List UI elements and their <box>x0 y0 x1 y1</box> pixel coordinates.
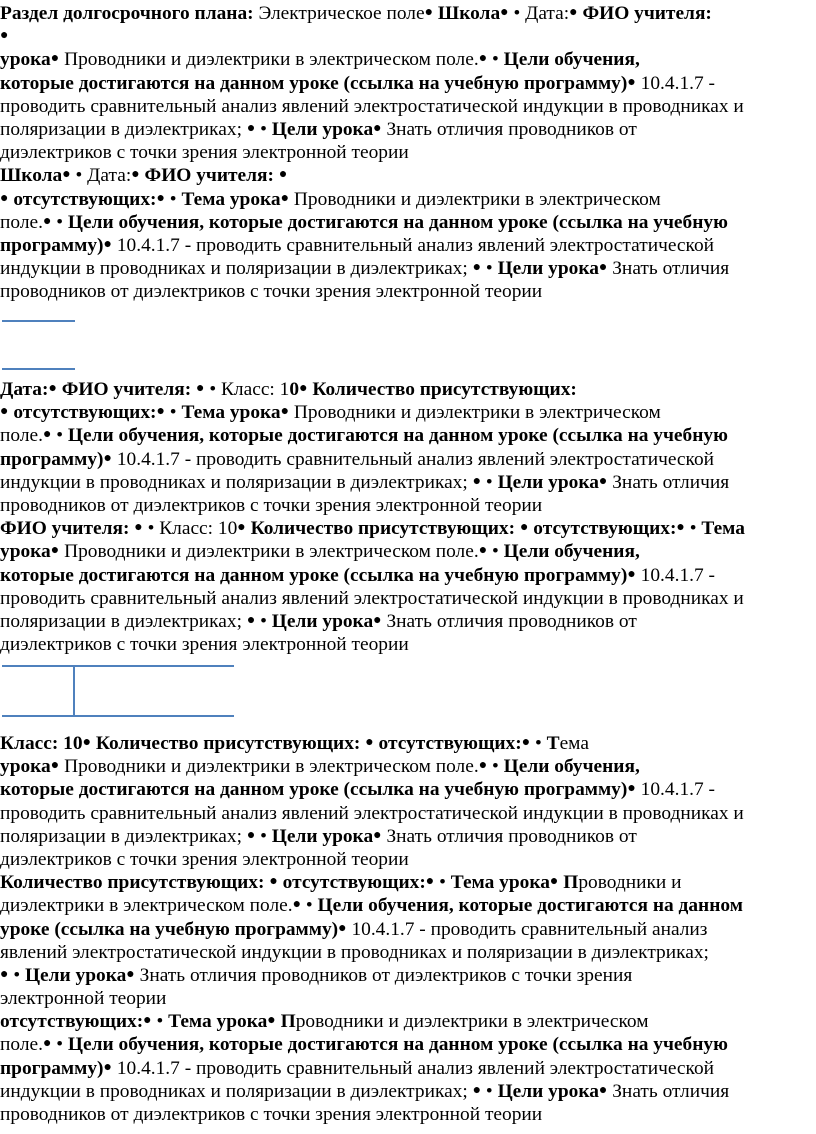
bullet-icon: ● <box>143 1013 152 1029</box>
text-run: • <box>51 211 68 233</box>
bullet-icon: ● <box>598 260 608 276</box>
text-run: поляризации в диэлектриках; <box>0 825 247 847</box>
bold-text: Цели урока <box>271 825 374 847</box>
text-run: поле. <box>0 425 43 447</box>
bullet-icon: ● <box>237 520 246 536</box>
bullet-icon: ● <box>131 167 140 183</box>
text-run: Электрическое поле <box>253 3 425 24</box>
text-run: 10.4.1.7 - <box>635 564 715 586</box>
text-line <box>0 871 812 894</box>
bold-text: П <box>275 1011 296 1033</box>
bullet-icon: ● <box>103 450 112 466</box>
text-run: Проводники и диэлектрики в электрическом поле. <box>59 49 479 71</box>
text-line <box>0 48 812 71</box>
text-line <box>0 540 812 563</box>
text-run: 10.4.1.7 - <box>635 779 715 801</box>
bullet-icon: ● <box>549 874 559 890</box>
bullet-icon: ● <box>598 473 608 489</box>
text-run: Знать отличия <box>607 471 730 493</box>
bullet-icon: ● <box>48 381 57 396</box>
bullet-icon: ● <box>267 1013 276 1029</box>
bullet-icon: ● <box>0 190 9 206</box>
text-run: • <box>51 425 68 447</box>
bullet-icon: ● <box>424 5 434 20</box>
bold-text: программу) <box>0 234 104 256</box>
text-line <box>0 118 812 141</box>
bullet-icon: ● <box>478 758 488 774</box>
text-line <box>0 72 812 95</box>
text-line <box>0 494 812 517</box>
bullet-icon: ● <box>519 520 529 536</box>
bold-text: Цели обучения, которые достигаются на данном уроке (ссылка на учебную <box>67 425 728 447</box>
bold-text: отсутствующих: <box>373 733 522 754</box>
text-run: • <box>481 258 498 280</box>
bold-text: Раздел долгосрочного плана: <box>0 3 254 24</box>
bullet-icon: ● <box>50 758 60 774</box>
text-line <box>0 257 812 280</box>
text-run: Проводники и диэлектрики в электрическом <box>289 402 661 424</box>
bold-text: Цели урока <box>497 1080 599 1102</box>
bold-text: отсутствующих: <box>528 518 677 540</box>
bold-text: Цели обучения, <box>503 49 640 71</box>
text-run: • <box>8 964 25 986</box>
text-run: Знать отличия проводников от <box>381 825 637 847</box>
bullet-icon: ● <box>246 612 256 628</box>
bullet-icon: ● <box>126 966 135 982</box>
bullet-icon: ● <box>373 612 382 628</box>
divider-line <box>2 665 234 667</box>
text-run: • <box>164 188 182 210</box>
bold-text: которые достигаются на данном уроке (ссылка на учебную программу) <box>0 779 628 801</box>
bullet-icon: ● <box>246 827 256 843</box>
bold-text: ФИО учителя: <box>139 165 279 187</box>
bold-text: Количество присутствующих: <box>91 733 366 754</box>
text-line <box>0 894 812 917</box>
bullet-icon: ● <box>425 874 435 890</box>
text-run: 10.4.1.7 - проводить сравнительный анализ явлений электростатической <box>111 1057 715 1079</box>
bullet-icon: ● <box>42 1036 52 1052</box>
bold-text: Тема урока <box>181 402 281 424</box>
bullet-icon: ● <box>373 120 382 136</box>
text-line <box>0 1033 812 1056</box>
text-line <box>0 610 812 633</box>
text-run: • Класс: 10 <box>142 518 238 540</box>
text-run: • <box>487 541 504 563</box>
text-run: • <box>255 118 272 140</box>
text-run: • <box>487 49 504 71</box>
text-run: • <box>481 1080 498 1102</box>
bullet-icon: ● <box>478 543 488 559</box>
bold-text: Количество присутствующих: <box>307 379 577 400</box>
bullet-icon: ● <box>42 427 52 443</box>
bullet-icon: ● <box>0 966 9 982</box>
text-run: • Класс: 1 <box>204 379 290 400</box>
text-run: • <box>164 402 182 424</box>
bold-text: Цели урока <box>271 118 374 140</box>
plan-fragment-1 <box>0 2 812 303</box>
text-run: 10.4.1.7 - проводить сравнительный анализ <box>346 918 708 940</box>
divider-line <box>2 320 75 322</box>
bullet-icon: ● <box>569 5 578 20</box>
bold-text: Дата: <box>0 379 49 400</box>
bullet-icon: ● <box>280 190 290 206</box>
bold-text: программу) <box>0 1057 104 1079</box>
text-run: диэлектриков с точки зрения электронной теории <box>0 634 409 656</box>
bold-text: Цели урока <box>497 258 599 280</box>
text-run: Знать отличия <box>607 258 730 280</box>
text-run: индукции в проводниках и поляризации в диэлектриках; <box>0 471 473 493</box>
text-line <box>0 802 812 825</box>
bold-text: Тема урока <box>181 188 281 210</box>
text-line <box>0 778 812 801</box>
text-run: Проводники и диэлектрики в электрическом <box>289 188 661 210</box>
bullet-icon: ● <box>365 735 374 750</box>
text-line <box>0 825 812 848</box>
bullet-icon: ● <box>0 404 9 420</box>
bullet-icon: ● <box>627 566 636 582</box>
text-line <box>0 1103 812 1126</box>
bold-text: 0 <box>72 733 83 754</box>
text-run: 10.4.1.7 - <box>635 72 715 94</box>
bullet-icon: ● <box>134 520 143 536</box>
text-line <box>0 424 812 447</box>
text-line <box>0 211 812 234</box>
bold-text: Т <box>546 733 560 754</box>
bold-text: Тема <box>701 518 745 540</box>
bold-text: отсутствующих: <box>0 1011 144 1033</box>
text-run: Знать отличия проводников от диэлектриков с точки зрения <box>134 964 633 986</box>
bold-text: отсутствующих: <box>277 872 426 894</box>
bullet-icon: ● <box>299 381 308 396</box>
text-run: проводников от диэлектриков с точки зрения электронной теории <box>0 281 543 303</box>
text-line <box>0 517 812 540</box>
bold-text: Цели обучения, <box>503 756 640 778</box>
text-run: • <box>255 610 272 632</box>
text-run: роводники и <box>578 872 682 894</box>
bullet-icon: ● <box>478 51 488 67</box>
text-line <box>0 1010 812 1033</box>
bold-text: программу) <box>0 448 104 470</box>
bold-text: Цели урока <box>497 471 599 493</box>
bold-text: Школа <box>0 165 63 187</box>
bold-text: ФИО учителя: <box>577 3 712 24</box>
bold-text: Класс: 1 <box>0 733 73 754</box>
text-run: • <box>151 1011 169 1033</box>
text-line <box>0 918 812 941</box>
text-run: поляризации в диэлектриках; <box>0 118 247 140</box>
text-run: • <box>684 518 702 540</box>
bullet-icon: ● <box>373 827 382 843</box>
bold-text: которые достигаются на данном уроке (ссылка на учебную программу) <box>0 564 628 586</box>
text-line <box>0 1080 812 1103</box>
bold-text: Цели обучения, которые достигаются на данном <box>317 895 743 917</box>
text-run: • Дата: <box>508 3 570 24</box>
bold-text: 0 <box>289 379 300 400</box>
bullet-icon: ● <box>627 781 636 797</box>
text-run: 10.4.1.7 - проводить сравнительный анализ явлений электростатической <box>111 234 715 256</box>
text-line <box>0 964 812 987</box>
text-line <box>0 141 812 164</box>
text-run: проводить сравнительный анализ явлений электростатической индукции в проводниках и <box>0 587 744 609</box>
text-line <box>0 848 812 871</box>
text-run: поляризации в диэлектриках; <box>0 610 247 632</box>
text-line <box>0 95 812 118</box>
text-line <box>0 280 812 303</box>
text-line <box>0 2 812 25</box>
bullet-icon: ● <box>598 1082 608 1098</box>
text-line <box>0 25 812 48</box>
text-run: диэлектрики в электрическом поле. <box>0 895 293 917</box>
bullet-icon: ● <box>292 897 302 913</box>
divider-line <box>2 715 234 717</box>
text-run: роводники и диэлектрики в электрическом <box>295 1011 649 1033</box>
text-line <box>0 188 812 211</box>
text-run: диэлектриков с точки зрения электронной теории <box>0 848 409 870</box>
text-line <box>0 164 812 187</box>
bullet-icon: ● <box>472 1082 482 1098</box>
bullet-icon: ● <box>0 28 9 44</box>
text-run: Знать отличия проводников от <box>381 610 637 632</box>
bold-text: Цели обучения, <box>503 541 640 563</box>
bold-text: ФИО учителя: <box>56 379 197 400</box>
text-line <box>0 755 812 778</box>
bullet-icon: ● <box>521 735 531 750</box>
text-run: • <box>51 1034 68 1056</box>
bold-text: Тема урока <box>450 872 550 894</box>
text-run: Знать отличия проводников от <box>381 118 637 140</box>
divider-line <box>2 368 75 370</box>
text-run: • <box>487 756 504 778</box>
text-line <box>0 1057 812 1080</box>
bullet-icon: ● <box>50 543 60 559</box>
bullet-icon: ● <box>500 5 509 20</box>
bullet-icon: ● <box>472 473 482 489</box>
bold-text: которые достигаются на данном уроке (ссылка на учебную программу) <box>0 72 628 94</box>
bold-text: Цели урока <box>24 964 127 986</box>
bullet-icon: ● <box>196 381 205 396</box>
bold-text: Школа <box>433 3 501 24</box>
text-run: индукции в проводниках и поляризации в диэлектриках; <box>0 1080 473 1102</box>
plan-fragment-3 <box>0 732 812 1126</box>
bold-text: Количество присутствующих: <box>245 518 520 540</box>
text-run: диэлектриков с точки зрения электронной теории <box>0 142 409 164</box>
bold-text: уроке (ссылка на учебную программу) <box>0 918 339 940</box>
text-line <box>0 234 812 257</box>
text-run: Проводники и диэлектрики в электрическом поле. <box>59 541 479 563</box>
bold-text: Тема урока <box>168 1011 268 1033</box>
bullet-icon: ● <box>472 260 482 276</box>
bold-text: ФИО учителя: <box>0 518 135 540</box>
bold-text: П <box>558 872 579 894</box>
divider-line <box>73 665 75 715</box>
text-run: электронной теории <box>0 988 167 1010</box>
bullet-icon: ● <box>627 74 636 90</box>
text-line <box>0 987 812 1010</box>
bullet-icon: ● <box>246 120 256 136</box>
bold-text: отсутствующих: <box>8 402 157 424</box>
bold-text: Цели обучения, которые достигаются на данном уроке (ссылка на учебную <box>67 211 728 233</box>
bullet-icon: ● <box>338 920 347 936</box>
text-run: явлений электростатической индукции в проводниках и поляризации в диэлектриках; <box>0 941 709 963</box>
text-run: 10.4.1.7 - проводить сравнительный анализ явлений электростатической <box>111 448 715 470</box>
text-line <box>0 471 812 494</box>
bold-text: Цели обучения, которые достигаются на данном уроке (ссылка на учебную <box>67 1034 728 1056</box>
text-run: • <box>481 471 498 493</box>
bullet-icon: ● <box>280 404 290 420</box>
bold-text: урока <box>0 49 51 71</box>
bullet-icon: ● <box>62 167 71 183</box>
bullet-icon: ● <box>278 167 288 183</box>
text-run: Проводники и диэлектрики в электрическом поле. <box>59 756 479 778</box>
text-line <box>0 633 812 656</box>
text-run: поле. <box>0 211 43 233</box>
text-run: • Дата: <box>70 165 132 187</box>
text-line <box>0 401 812 424</box>
text-run: Знать отличия <box>607 1080 730 1102</box>
bullet-icon: ● <box>50 51 60 67</box>
text-run: проводить сравнительный анализ явлений электростатической индукции в проводниках и <box>0 95 744 117</box>
bullet-icon: ● <box>676 520 685 536</box>
bold-text: Цели урока <box>271 610 374 632</box>
bold-text: урока <box>0 756 51 778</box>
text-run: проводников от диэлектриков с точки зрения электронной теории <box>0 494 543 516</box>
text-line <box>0 732 812 755</box>
bold-text: Количество присутствующих: <box>0 872 270 894</box>
bullet-icon: ● <box>269 874 278 890</box>
bullet-icon: ● <box>42 213 52 229</box>
bullet-icon: ● <box>156 190 165 206</box>
text-run: • <box>434 872 451 894</box>
text-run: индукции в проводниках и поляризации в диэлектриках; <box>0 258 473 280</box>
text-run: • <box>255 825 272 847</box>
bold-text: отсутствующих: <box>8 188 157 210</box>
text-line <box>0 587 812 610</box>
plan-fragment-2 <box>0 378 812 656</box>
text-run: ема <box>559 733 589 754</box>
bullet-icon: ● <box>103 1059 112 1075</box>
text-run: поле. <box>0 1034 43 1056</box>
text-line <box>0 378 812 401</box>
bullet-icon: ● <box>82 735 92 750</box>
text-line <box>0 564 812 587</box>
text-line <box>0 941 812 964</box>
bold-text: урока <box>0 541 51 563</box>
text-run: • <box>530 733 547 754</box>
bullet-icon: ● <box>103 236 112 252</box>
text-line <box>0 448 812 471</box>
bullet-icon: ● <box>156 404 165 420</box>
text-run: проводить сравнительный анализ явлений электростатической индукции в проводниках и <box>0 802 744 824</box>
text-run: проводников от диэлектриков с точки зрения электронной теории <box>0 1104 543 1125</box>
text-run: • <box>301 895 318 917</box>
